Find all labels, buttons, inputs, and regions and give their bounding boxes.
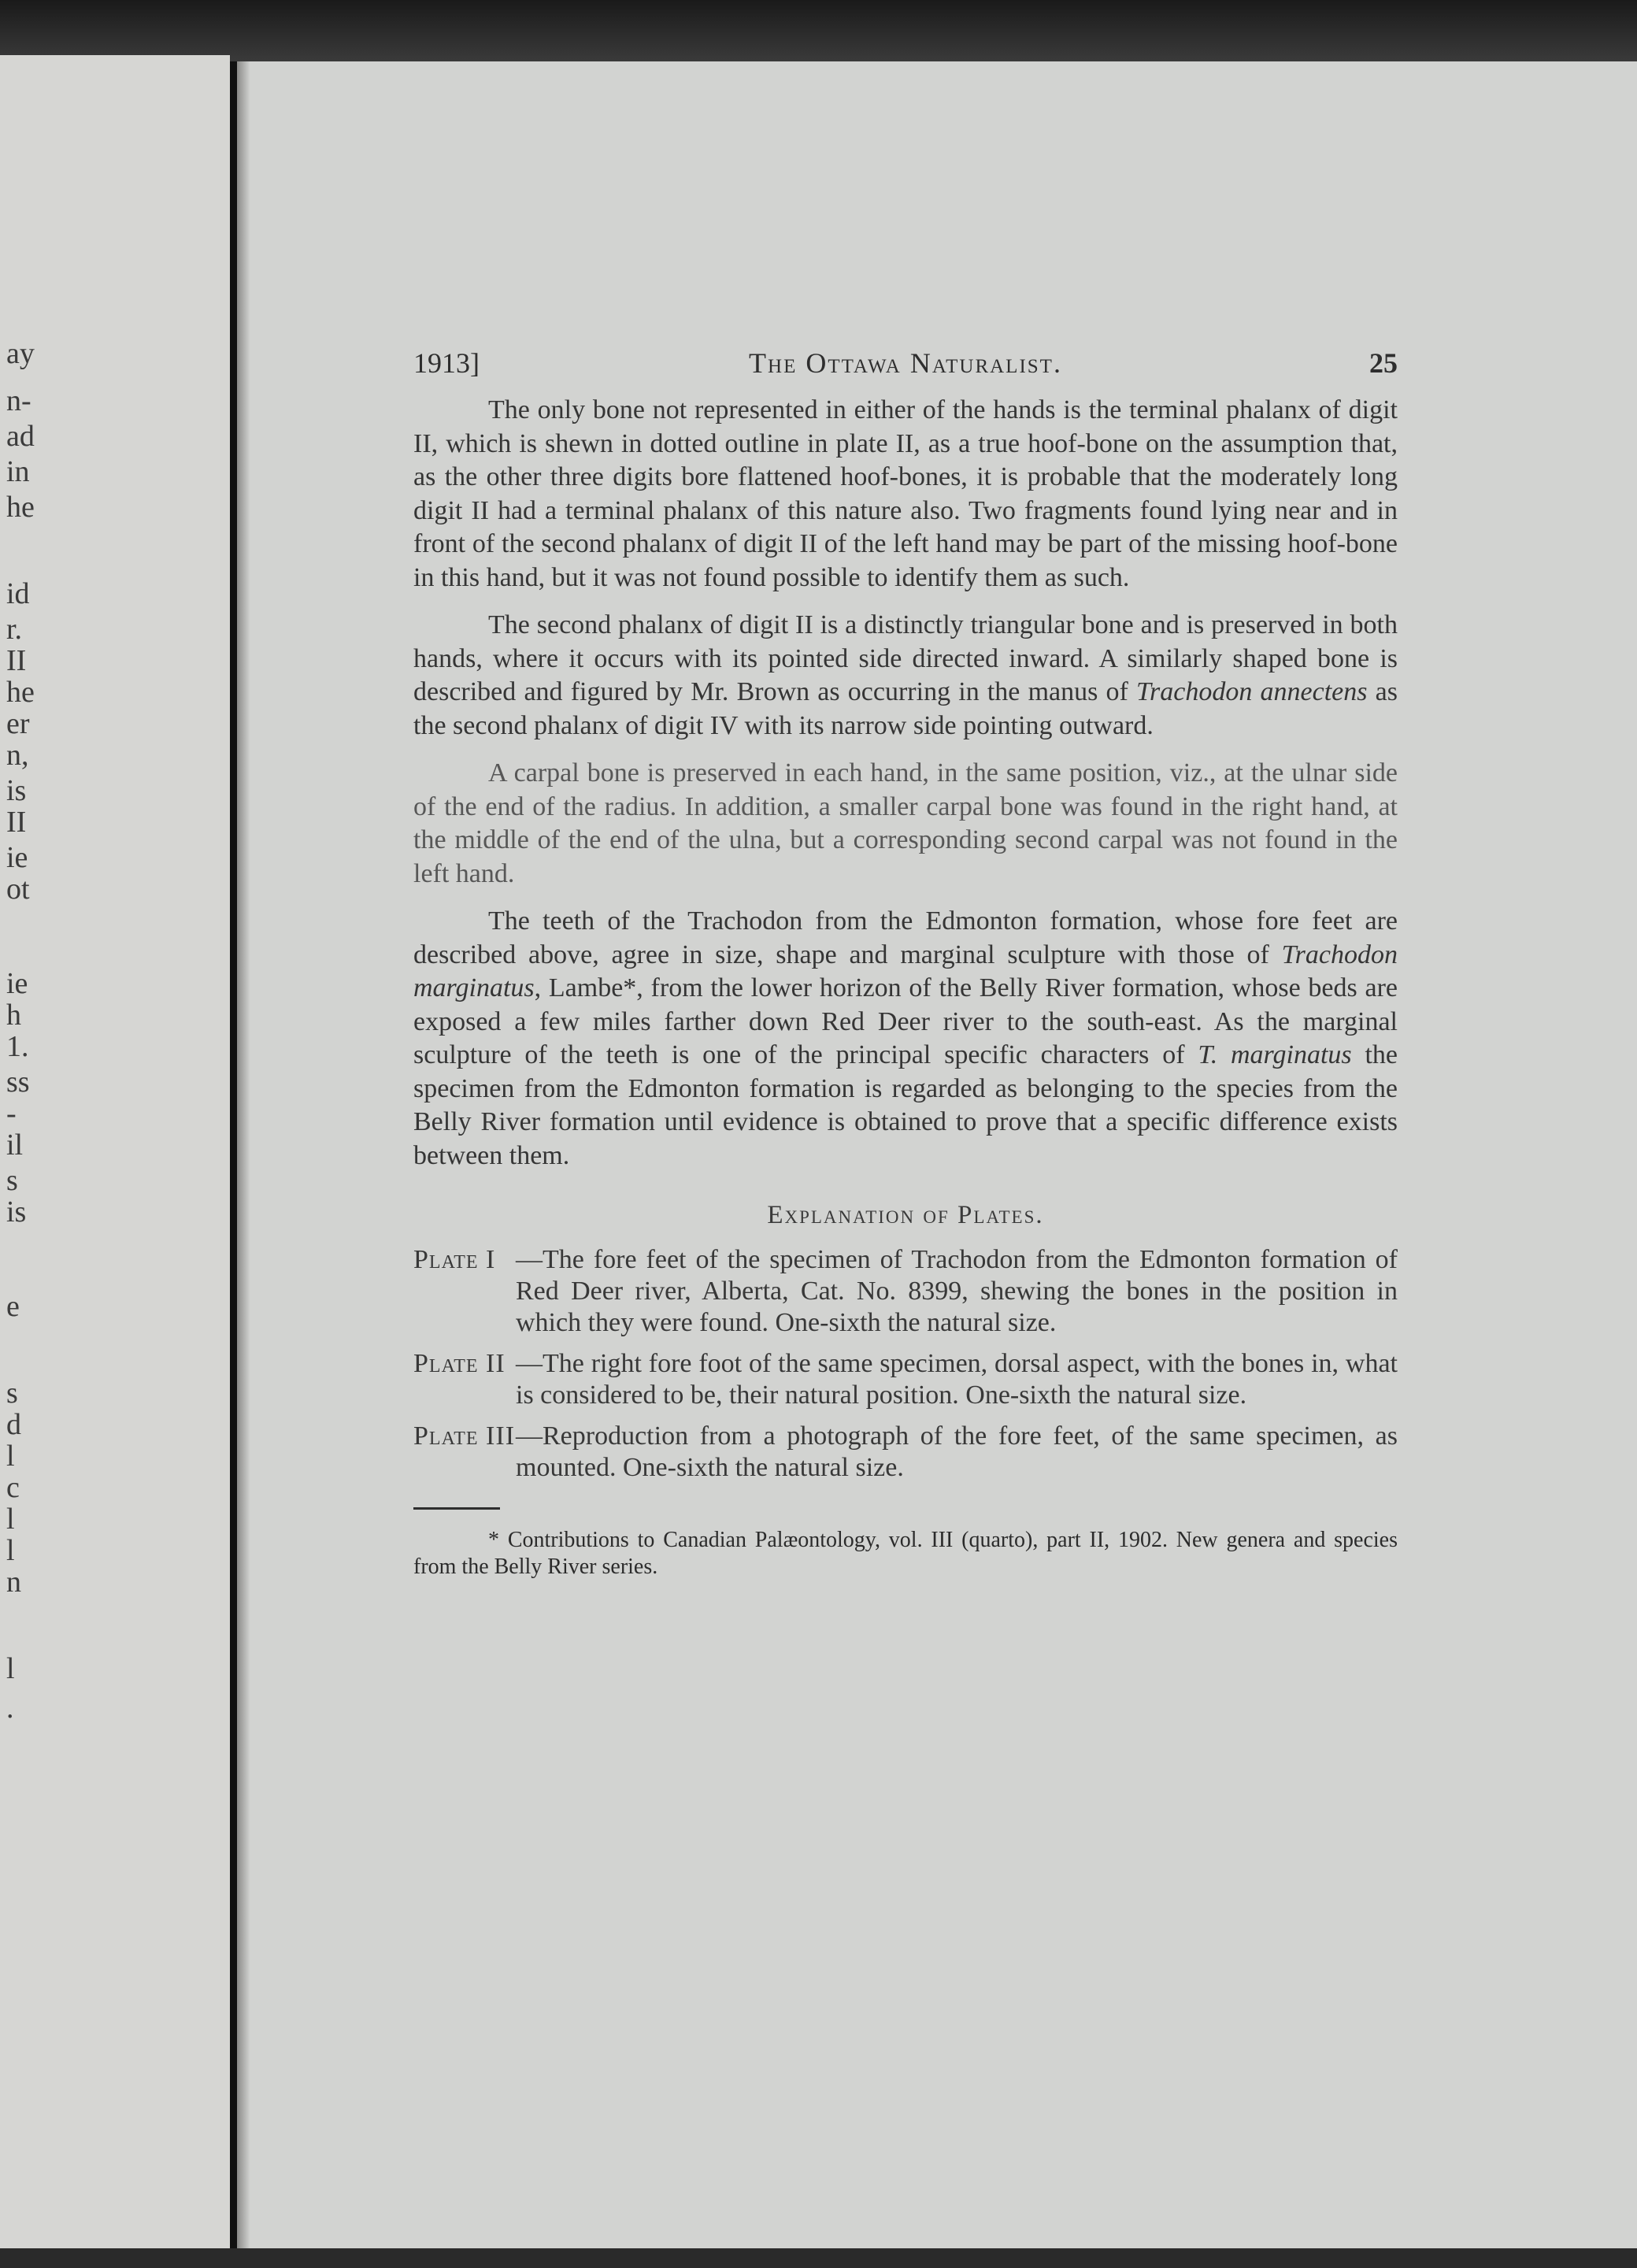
running-head [413,346,1398,394]
plate-label: Plate III [413,1421,516,1451]
left-page-text-fragment: n [6,1566,21,1599]
page-content [413,346,1398,1581]
left-page-text-fragment: er [6,707,30,740]
left-page-text-fragment: ay [6,337,35,370]
left-page-text-fragment: l [6,1503,15,1536]
left-page-text-fragment: ie [6,841,28,874]
plate-label: Plate I [413,1245,496,1274]
left-page-text-fragment: II [6,644,27,677]
header-year: 1913] [413,347,480,379]
scanner-bottom-edge [0,2248,1637,2268]
footnote: * Contributions to Canadian Palæontology, vol. III (quarto), part II, 1902. New genera and species from the Belly River series. [413,1528,1398,1579]
left-page-text-fragment: d [6,1408,21,1441]
left-page-text-fragment: ot [6,873,30,906]
page-number: 25 [1369,347,1398,379]
left-page-text-fragment: c [6,1471,20,1504]
plate-description: —Reproduction from a photograph of the fore feet, of the same specimen, as mounted. One-sixth the natural size. [516,1421,1398,1482]
left-page-text-fragment: in [6,455,30,488]
paragraph-text: , Lambe*, from the lower horizon of the Belly River formation, whose beds are exposed a few miles farther down Red Deer river to the south-east. As the marginal sculpture of the teeth is one of the principal specific characters of [413,973,1398,1069]
left-page-text-fragment: 1. [6,1030,29,1063]
paragraph-terminal-phalanx: The only bone not represented in either of the hands is the terminal phalanx of digit II, which is shewn in dotted outline in plate II, as a true hoof-bone on the assumption that, as the other three digits bore flattened hoof-bones, it is probable that the moderately long digit II had a terminal phalanx of this nature also. Two fragments found lying near and in front of the second phalanx of digit II of the left hand may be part of the missing hoof-bone in this hand, but it was not found possible to identify them as such. [413,395,1398,592]
plate-description: —The right fore foot of the same specimen, dorsal aspect, with the bones in, what is considered to be, their natural position. One-sixth the natural size. [516,1349,1398,1410]
left-page-text-fragment: s [6,1164,18,1197]
left-page-edge [0,55,230,2252]
paragraph-carpal-bone: A carpal bone is preserved in each hand, in the same position, viz., at the ulnar side of the end of the radius. In addition, a smaller carpal bone was found in the right hand, at the middle of the end of the ulna, but a corresponding second carpal was not found in the left hand. [413,758,1398,888]
plate-entry-2 [413,1348,1398,1411]
book-gutter [230,61,237,2252]
paragraph-teeth [413,905,1398,1173]
paragraph-text: as the second phalanx of digit IV with its narrow side pointing outward. [413,677,1398,740]
left-page-text-fragment: l [6,1440,15,1473]
species-name: Trachodon marginatus [413,939,1398,1002]
left-page-text-fragment: h [6,999,21,1032]
paragraph-text: the specimen from the Edmonton formation is regarded as belonging to the species from the Belly River formation until evidence is obtained to prove that a specific difference exists between them. [413,1040,1398,1170]
footnote-rule [413,1507,500,1510]
paragraph-text: The second phalanx of digit II is a distinctly triangular bone and is preserved in both hands, where it occurs with its pointed side directed inward. A similarly shaped bone is described and figured by Mr. Brown as occurring in the manus of [413,610,1398,706]
left-page-text-fragment: . [6,1692,14,1725]
left-page-text-fragment: ie [6,967,28,1000]
plate-label: Plate II [413,1349,506,1378]
left-page-text-fragment: he [6,676,35,709]
left-page-text-fragment: r. [6,613,23,646]
journal-title: The Ottawa Naturalist. [749,347,1062,379]
paragraph-second-phalanx [413,609,1398,743]
left-page-text-fragment: s [6,1377,18,1410]
left-page-text-fragment: n- [6,384,31,417]
left-page-text-fragment: l [6,1652,15,1685]
left-page-text-fragment: n, [6,739,29,772]
left-page-text-fragment: - [6,1097,17,1130]
left-page-text-fragment: id [6,577,30,610]
left-page-text-fragment: ad [6,420,35,453]
left-page-text-fragment: is [6,1195,27,1228]
paragraph-text: The teeth of the Trachodon from the Edmonton formation, whose fore feet are described above, agree in size, shape and marginal sculpture with those of [413,906,1398,969]
species-name: T. marginatus [1198,1040,1352,1069]
plate-description: —The fore feet of the specimen of Trachodon from the Edmonton formation of Red Deer river, Alberta, Cat. No. 8399, shewing the bones in the position in which they were found. One-sixth the natural size. [516,1245,1398,1337]
species-name: Trachodon annectens [1136,677,1368,706]
plate-entry-3 [413,1421,1398,1484]
plate-entry-1 [413,1244,1398,1339]
left-page-text-fragment: il [6,1128,24,1162]
left-page-text-fragment: l [6,1534,15,1567]
left-page-text-fragment: ss [6,1065,30,1099]
left-page-text-fragment: e [6,1290,20,1323]
left-page-text-fragment: II [6,806,27,839]
scanner-top-edge [0,0,1637,61]
gutter-shadow [237,61,250,2252]
left-page-text-fragment: is [6,774,27,807]
explanation-heading: Explanation of Plates. [767,1201,1044,1229]
left-page-text-fragment: he [6,491,35,524]
